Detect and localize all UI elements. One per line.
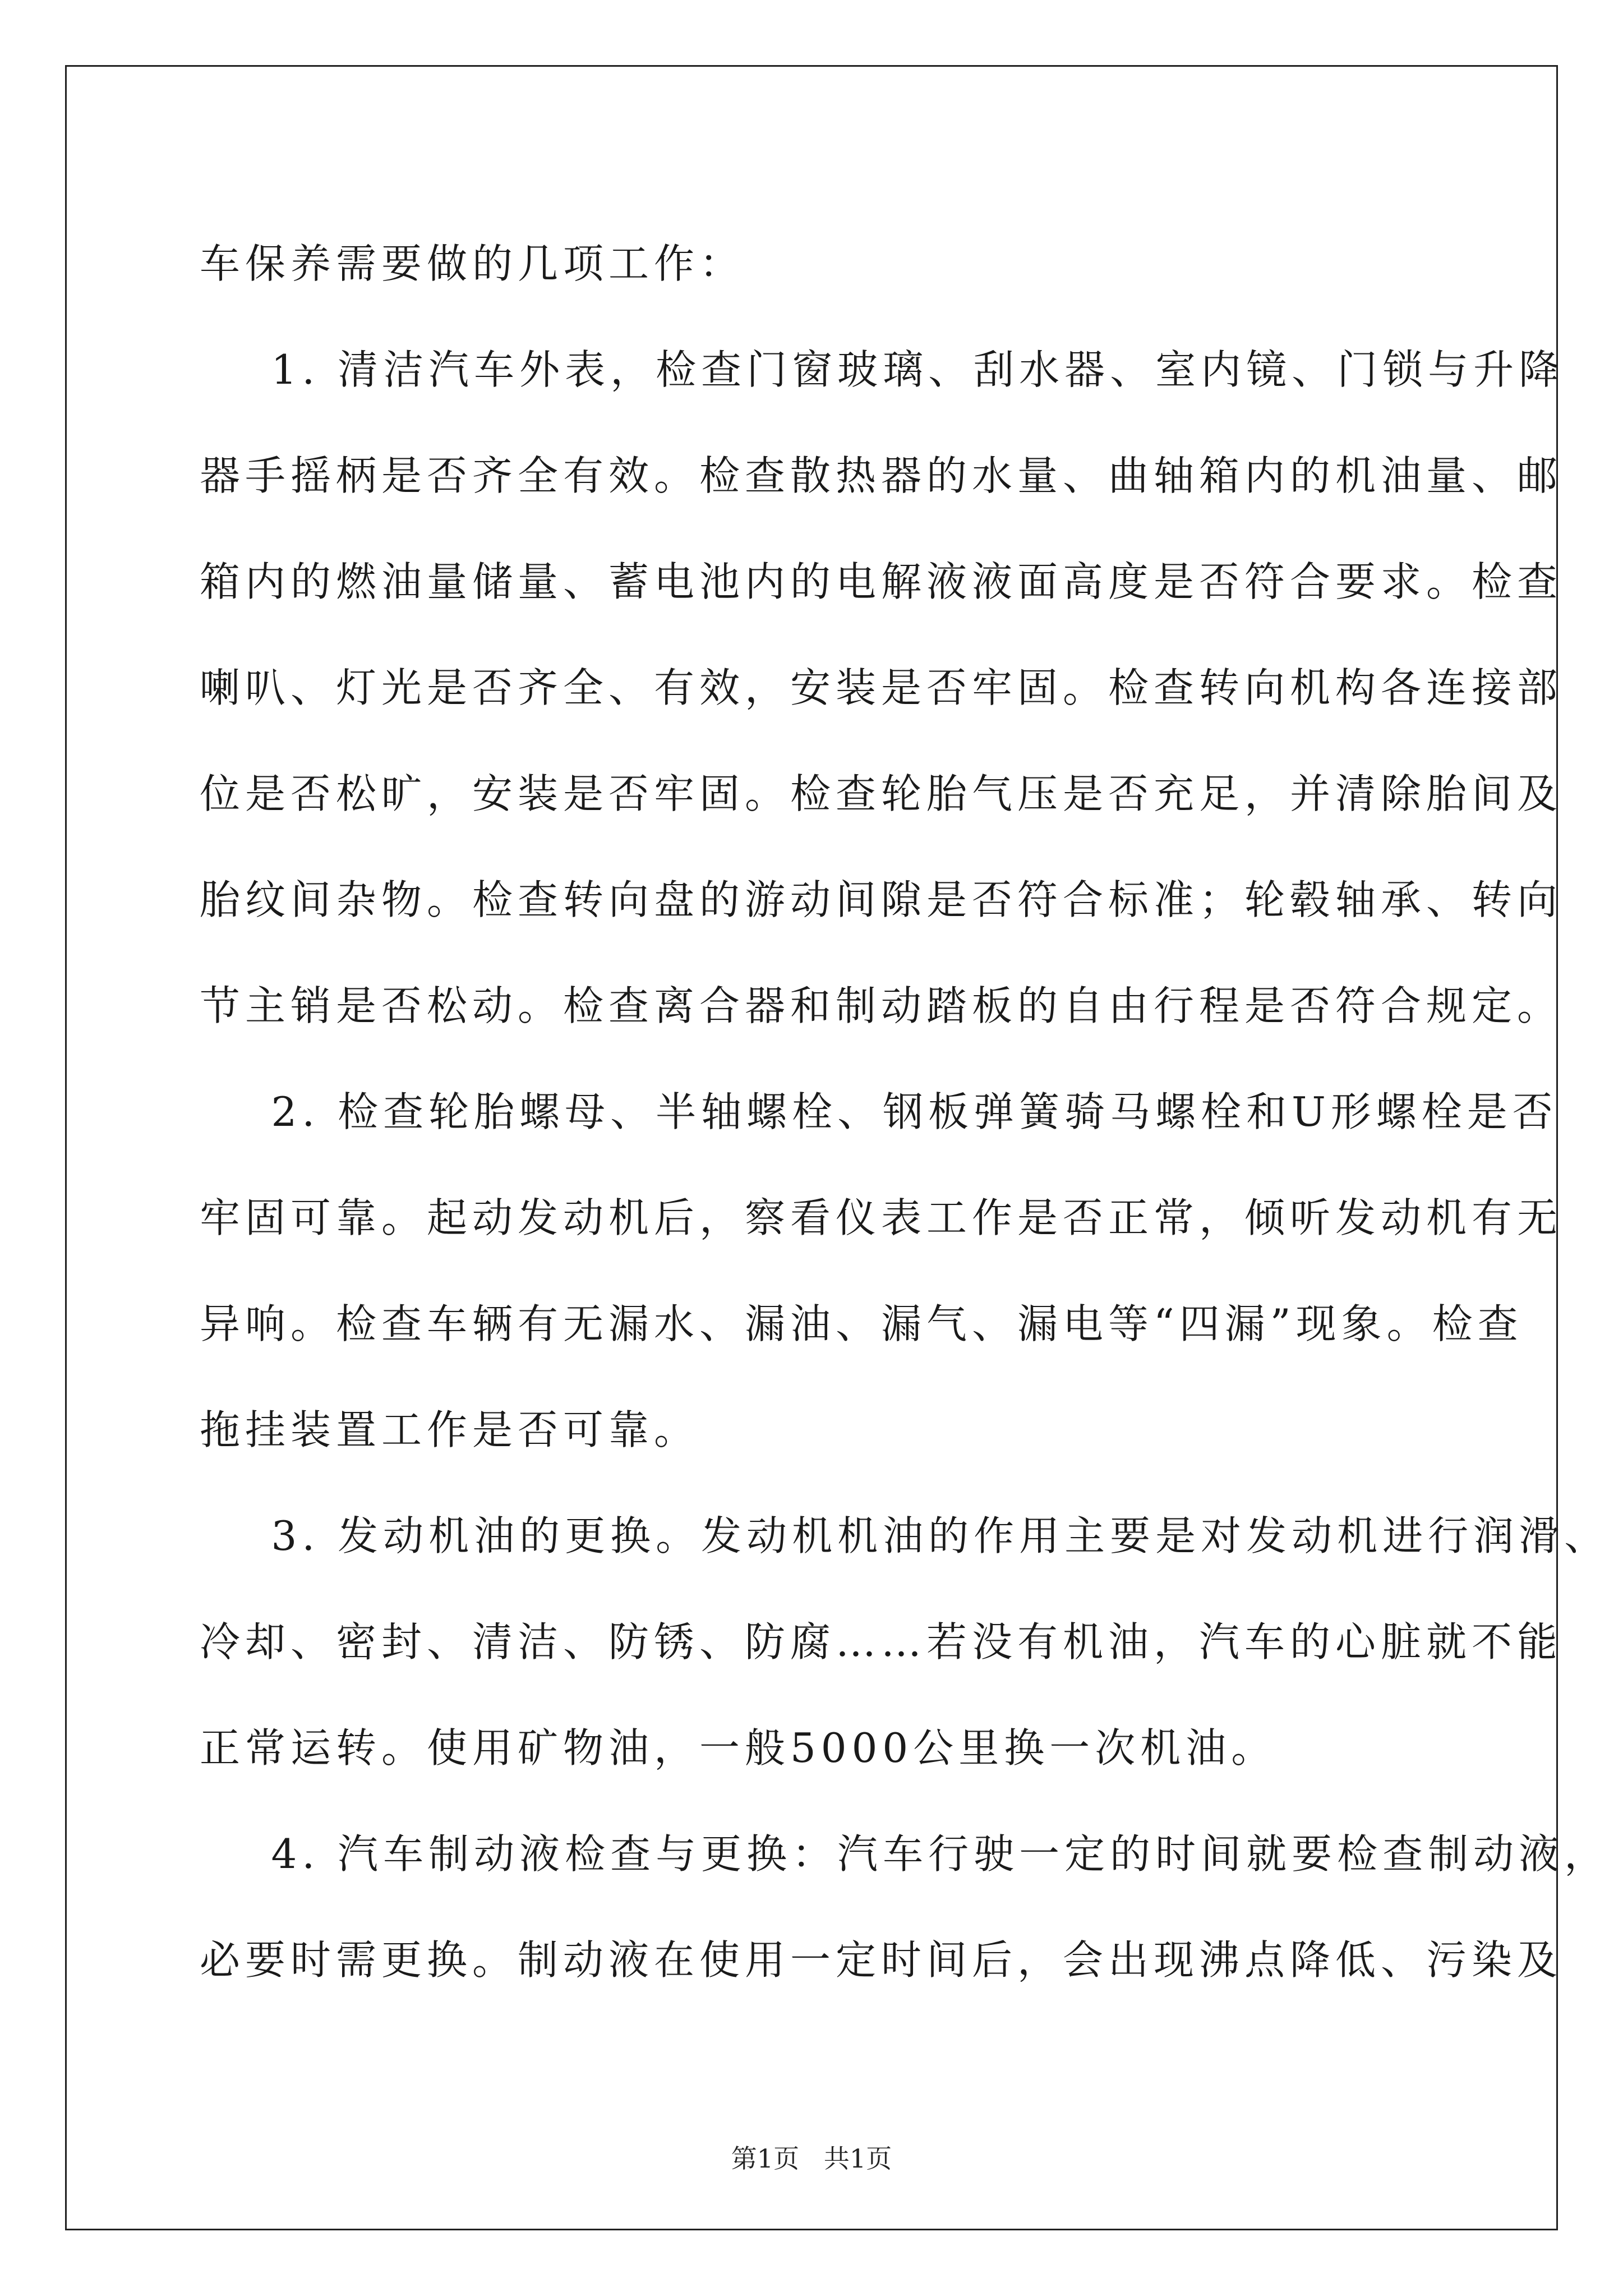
text-line: 4. 汽车制动液检查与更换：汽车行驶一定的时间就要检查制动液， [200, 1830, 1610, 1878]
text-line: 箱内的燃油量储量、蓄电池内的电解液液面高度是否符合要求。检查 [200, 558, 1563, 605]
document-body [200, 211, 1610, 2013]
text-line: 车保养需要做的几项工作： [200, 240, 745, 287]
text-line: 正常运转。使用矿物油，一般5000公里换一次机油。 [200, 1724, 1277, 1772]
text-line: 冷却、密封、清洁、防锈、防腐……若没有机油，汽车的心脏就不能 [200, 1618, 1563, 1665]
text-line: 节主销是否松动。检查离合器和制动踏板的自由行程是否符合规定。 [200, 982, 1563, 1029]
text-line: 喇叭、灯光是否齐全、有效，安装是否牢固。检查转向机构各连接部 [200, 664, 1563, 711]
text-line: 异响。检查车辆有无漏水、漏油、漏气、漏电等“四漏”现象。检查 [200, 1300, 1523, 1347]
text-line: 胎纹间杂物。检查转向盘的游动间隙是否符合标准；轮毂轴承、转向 [200, 876, 1563, 923]
text-line: 器手摇柄是否齐全有效。检查散热器的水量、曲轴箱内的机油量、邮 [200, 452, 1563, 499]
text-line: 拖挂装置工作是否可靠。 [200, 1406, 700, 1453]
text-line: 1. 清洁汽车外表，检查门窗玻璃、刮水器、室内镜、门锁与升降 [200, 346, 1565, 393]
text-line: 2. 检查轮胎螺母、半轴螺栓、钢板弹簧骑马螺栓和U形螺栓是否 [200, 1088, 1558, 1135]
page-footer: 第1页 共1页 [731, 2143, 892, 2174]
text-line: 3. 发动机油的更换。发动机机油的作用主要是对发动机进行润滑、 [200, 1512, 1610, 1559]
text-line: 牢固可靠。起动发动机后，察看仪表工作是否正常，倾听发动机有无 [200, 1194, 1563, 1241]
text-line: 位是否松旷，安装是否牢固。检查轮胎气压是否充足，并清除胎间及 [200, 770, 1563, 817]
text-line: 必要时需更换。制动液在使用一定时间后，会出现沸点降低、污染及 [200, 1936, 1563, 1984]
